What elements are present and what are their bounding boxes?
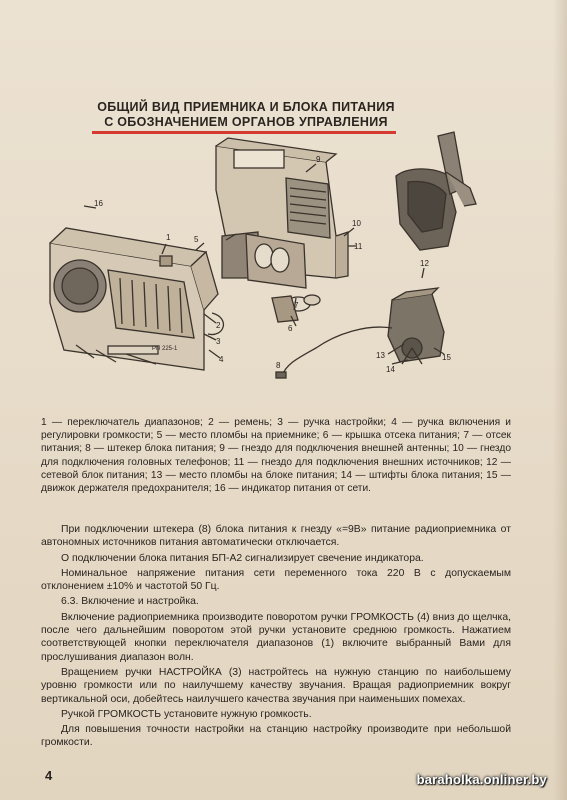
legend-text: 1 — переключатель диапазонов; 2 — ремень; 3 — ручка настройки; 4 — ручка включения и регулировки громкости; 5 — место пломбы на приемнике; 6 — крышка отсека питания; 7 — отсек питания; 8 — штекер блока питания; 9 — гнездо для подключения внешней антенны; 10 — гнездо для подключения головных телефонов; 11 — гнездо для подключения внешних источников; 12 — сетевой блок питания; 13 — место пломбы на блоке питания; 14 — штифты блока питания; 15 — движок держателя предохранителя; 16 — индикатор питания от сети. — [41, 417, 511, 495]
paragraph: О подключении блока питания БП-А2 сигнализирует свечение индикатора. — [61, 552, 424, 564]
page-number: 4 — [45, 768, 53, 783]
callout-10: 10 — [352, 219, 361, 228]
callout-5: 5 — [194, 235, 199, 244]
radio-model-label: РП 225-1 — [152, 346, 178, 352]
section-heading: 6.3. Включение и настройка. — [61, 596, 199, 608]
callout-8: 8 — [276, 361, 281, 370]
callout-2: 2 — [216, 321, 221, 330]
callout-4: 4 — [219, 355, 224, 364]
paragraph: Вращением ручки НАСТРОЙКА (3) настройтесь на нужную станцию по наибольшему уровню громкости или по наилучшему качеству звучания. Вращая радиоприемник вокруг вертикальной оси, добейтесь наилучшего качества звучания при наименьших помехах. — [41, 666, 511, 705]
radio-illustration — [36, 128, 506, 390]
callout-7: 7 — [294, 301, 299, 310]
body-text — [41, 523, 511, 752]
watermark: baraholka.onliner.by — [416, 772, 547, 787]
callout-11: 11 — [354, 242, 363, 251]
callout-3: 3 — [216, 337, 221, 346]
callout-6: 6 — [288, 324, 293, 333]
callout-14: 14 — [386, 365, 395, 374]
paragraph: Включение радиоприемника производите поворотом ручки ГРОМКОСТЬ (4) вниз до щелчка, после чего дальнейшим поворотом этой ручки установите среднюю громкость. Нажатием соответствующей кнопки переключателя диапазонов (1) включите выбранный Вами для прослушивания диапазон волн. — [41, 611, 511, 663]
paragraph: Ручкой ГРОМКОСТЬ установите нужную громкость. — [61, 708, 312, 720]
figure-heading — [96, 100, 396, 130]
callout-1: 1 — [166, 233, 171, 242]
paragraph: Номинальное напряжение питания сети переменного тока 220 В с допускаемым отклонением ±10% и частотой 50 Гц. — [41, 567, 511, 593]
paragraph: При подключении штекера (8) блока питания к гнезду «=9В» питание радиоприемника от автономных источников питания автоматически отключается. — [41, 524, 511, 549]
heading-line-1: ОБЩИЙ ВИД ПРИЕМНИКА И БЛОКА ПИТАНИЯ — [97, 100, 395, 114]
callout-15: 15 — [442, 353, 451, 362]
callout-13: 13 — [376, 351, 385, 360]
paragraph: Для повышения точности настройки на станцию настройку производите при небольшой громкости. — [41, 724, 511, 749]
callout-9: 9 — [316, 155, 321, 164]
callout-16: 16 — [94, 199, 103, 208]
callout-12: 12 — [420, 259, 429, 268]
heading-line-2: С ОБОЗНАЧЕНИЕМ ОРГАНОВ УПРАВЛЕНИЯ — [104, 115, 388, 129]
